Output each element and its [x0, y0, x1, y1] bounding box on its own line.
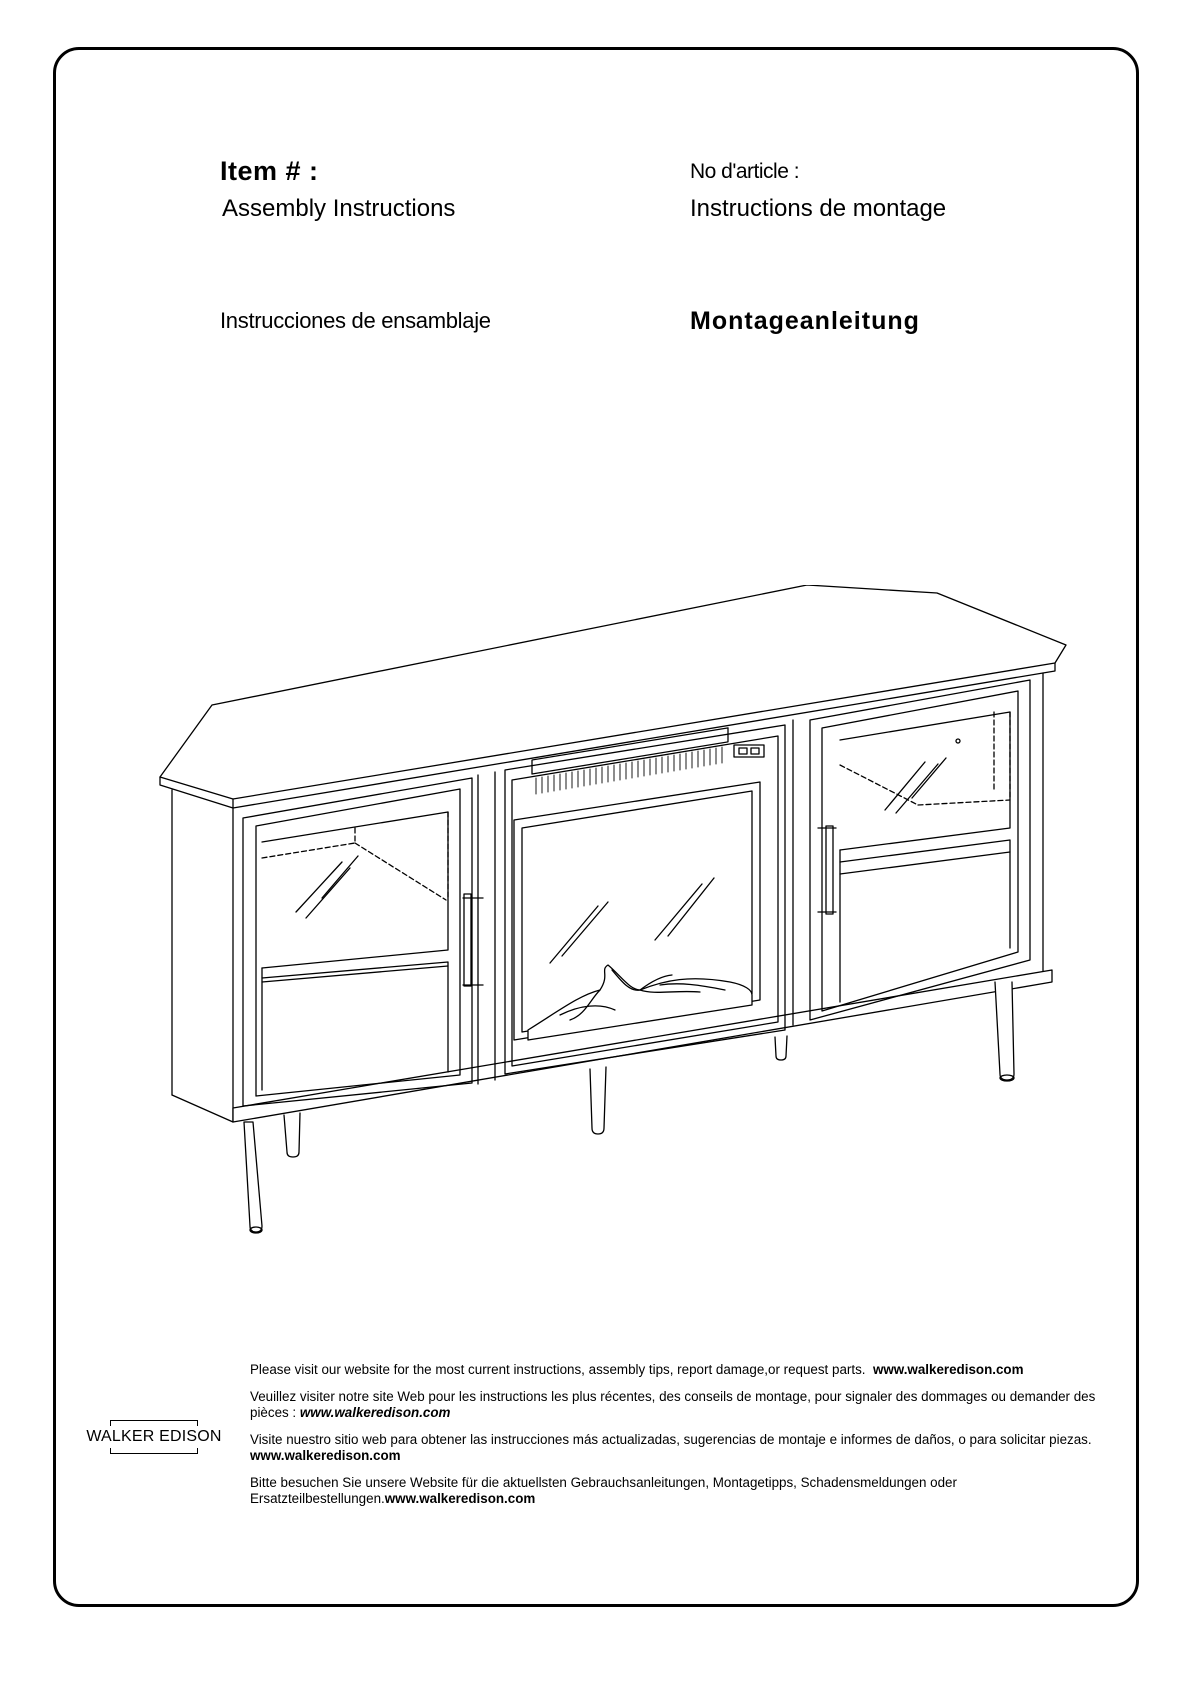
logo-bottom-bracket — [110, 1448, 198, 1454]
no-article-label: No d'article : — [690, 160, 800, 183]
assembly-instructions-title: Assembly Instructions — [222, 195, 456, 222]
walker-edison-logo — [84, 1420, 224, 1454]
note-fr — [250, 1389, 1110, 1421]
note-en — [250, 1362, 1110, 1378]
note-es — [250, 1432, 1110, 1464]
website-notes — [250, 1362, 1110, 1518]
note-es-url[interactable]: www.walkeredison.com — [250, 1448, 401, 1463]
instrucciones-title: Instrucciones de ensamblaje — [220, 308, 491, 333]
note-fr-text: Veuillez visiter notre site Web pour les instructions les plus récentes, des conseils de montage, pour signaler des dommages ou demander des pièces : — [250, 1389, 1096, 1420]
logo-text: WALKER EDISON — [86, 1428, 222, 1445]
note-es-text: Visite nuestro sitio web para obtener las instrucciones más actualizadas, sugerencias de montaje e informes de daños, o para solicitar piezas. — [250, 1432, 1092, 1447]
note-de — [250, 1475, 1110, 1507]
note-en-text: Please visit our website for the most current instructions, assembly tips, report damage,or request parts. — [250, 1362, 866, 1377]
note-de-text: Bitte besuchen Sie unsere Website für die aktuellsten Gebrauchsanleitungen, Montagetipps, Schadensmeldungen oder Ersatzteilbestellungen. — [250, 1475, 957, 1506]
note-de-url[interactable]: www.walkeredison.com — [384, 1491, 536, 1506]
item-number-label: Item # : — [220, 156, 319, 186]
montageanleitung-title: Montageanleitung — [690, 307, 920, 335]
corner-tv-stand-illustration — [150, 585, 1090, 1235]
instructions-de-montage-title: Instructions de montage — [690, 195, 947, 222]
note-en-url[interactable]: www.walkeredison.com — [872, 1362, 1024, 1377]
note-fr-url[interactable]: www.walkeredison.com — [299, 1405, 451, 1420]
logo-top-bracket — [110, 1420, 198, 1426]
